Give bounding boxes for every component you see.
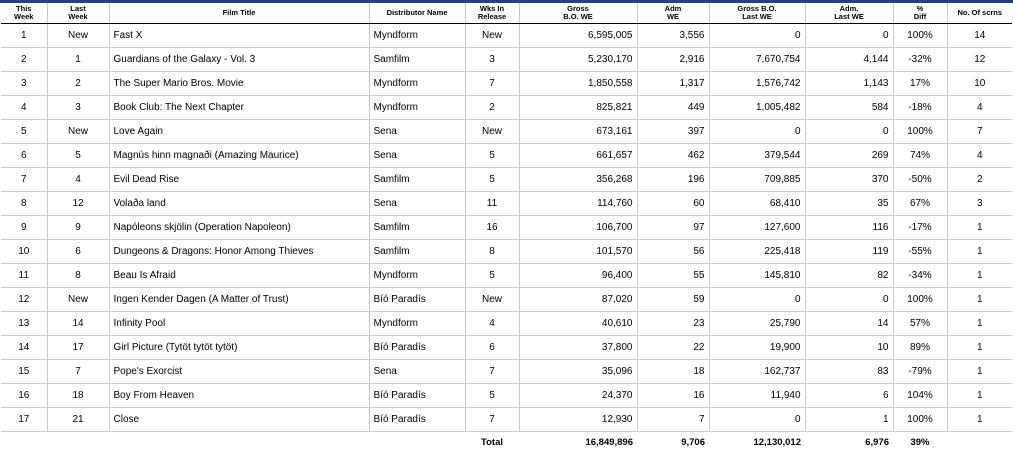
cell-film-title: Close (109, 408, 369, 432)
cell-last-week: 3 (47, 96, 109, 120)
cell-gross-bo-we: 661,657 (519, 144, 637, 168)
cell-distributor: Bíó Paradís (369, 384, 465, 408)
cell-adm-we: 22 (637, 336, 709, 360)
cell-gross-bo-last-we: 19,900 (709, 336, 805, 360)
cell-gross-bo-we: 40,610 (519, 312, 637, 336)
cell-wks-in-release: 16 (465, 216, 519, 240)
cell-last-week: 6 (47, 240, 109, 264)
table-body (1, 24, 1012, 432)
table-row (1, 360, 1012, 384)
cell-wks-in-release: 7 (465, 408, 519, 432)
cell-gross-bo-we: 825,821 (519, 96, 637, 120)
cell-gross-bo-last-we: 68,410 (709, 192, 805, 216)
header-film-title: Film Title (109, 3, 369, 24)
cell-this-week: 6 (1, 144, 47, 168)
cell-pct-diff: -50% (893, 168, 947, 192)
table-row (1, 312, 1012, 336)
cell-film-title: Pope's Exorcist (109, 360, 369, 384)
total-gross: 16,849,896 (519, 432, 637, 452)
cell-gross-bo-last-we: 25,790 (709, 312, 805, 336)
cell-distributor: Myndform (369, 264, 465, 288)
cell-film-title: The Super Mario Bros. Movie (109, 72, 369, 96)
cell-gross-bo-we: 6,595,005 (519, 24, 637, 48)
cell-distributor: Myndform (369, 96, 465, 120)
cell-gross-bo-we: 356,268 (519, 168, 637, 192)
cell-distributor: Bíó Paradís (369, 288, 465, 312)
cell-gross-bo-last-we: 0 (709, 120, 805, 144)
header-row (1, 3, 1012, 24)
cell-distributor: Sena (369, 120, 465, 144)
cell-gross-bo-last-we: 0 (709, 408, 805, 432)
cell-no-of-screens: 14 (947, 24, 1012, 48)
table-row (1, 336, 1012, 360)
cell-adm-last-we: 370 (805, 168, 893, 192)
cell-wks-in-release: New (465, 288, 519, 312)
cell-gross-bo-last-we: 225,418 (709, 240, 805, 264)
table-row (1, 48, 1012, 72)
cell-pct-diff: -32% (893, 48, 947, 72)
cell-gross-bo-last-we: 379,544 (709, 144, 805, 168)
header-adm-we: Adm WE (637, 3, 709, 24)
cell-adm-we: 16 (637, 384, 709, 408)
cell-distributor: Samfilm (369, 48, 465, 72)
cell-distributor: Samfilm (369, 168, 465, 192)
cell-this-week: 15 (1, 360, 47, 384)
cell-this-week: 7 (1, 168, 47, 192)
cell-film-title: Magnús hinn magnaði (Amazing Maurice) (109, 144, 369, 168)
cell-no-of-screens: 1 (947, 384, 1012, 408)
table-row (1, 264, 1012, 288)
cell-last-week: 1 (47, 48, 109, 72)
table-row (1, 240, 1012, 264)
cell-last-week: 12 (47, 192, 109, 216)
header-pct-diff: % Diff (893, 3, 947, 24)
cell-adm-we: 196 (637, 168, 709, 192)
cell-distributor: Myndform (369, 72, 465, 96)
cell-film-title: Ingen Kender Dagen (A Matter of Trust) (109, 288, 369, 312)
cell-last-week: 18 (47, 384, 109, 408)
total-row (1, 432, 1012, 452)
cell-this-week: 1 (1, 24, 47, 48)
box-office-table (1, 3, 1012, 452)
cell-adm-we: 2,916 (637, 48, 709, 72)
cell-gross-bo-we: 37,800 (519, 336, 637, 360)
cell-distributor: Bíó Paradís (369, 408, 465, 432)
cell-this-week: 14 (1, 336, 47, 360)
header-no-of-screens: No. Of scrns (947, 3, 1012, 24)
cell-gross-bo-we: 96,400 (519, 264, 637, 288)
table-row (1, 384, 1012, 408)
cell-last-week: 2 (47, 72, 109, 96)
table-row (1, 72, 1012, 96)
cell-wks-in-release: 6 (465, 336, 519, 360)
header-wks-in-release: Wks In Release (465, 3, 519, 24)
cell-adm-we: 60 (637, 192, 709, 216)
cell-pct-diff: -17% (893, 216, 947, 240)
header-gross-bo-we: Gross B.O. WE (519, 3, 637, 24)
cell-this-week: 9 (1, 216, 47, 240)
cell-film-title: Napóleons skjölin (Operation Napoleon) (109, 216, 369, 240)
cell-gross-bo-last-we: 127,600 (709, 216, 805, 240)
total-adm: 9,706 (637, 432, 709, 452)
cell-wks-in-release: New (465, 120, 519, 144)
cell-adm-we: 59 (637, 288, 709, 312)
table-row (1, 288, 1012, 312)
header-distributor: Distributor Name (369, 3, 465, 24)
cell-pct-diff: 100% (893, 24, 947, 48)
cell-last-week: 9 (47, 216, 109, 240)
cell-this-week: 17 (1, 408, 47, 432)
cell-no-of-screens: 1 (947, 336, 1012, 360)
cell-no-of-screens: 1 (947, 312, 1012, 336)
cell-wks-in-release: 2 (465, 96, 519, 120)
cell-wks-in-release: 4 (465, 312, 519, 336)
cell-this-week: 8 (1, 192, 47, 216)
cell-gross-bo-we: 101,570 (519, 240, 637, 264)
cell-film-title: Dungeons & Dragons: Honor Among Thieves (109, 240, 369, 264)
cell-distributor: Samfilm (369, 240, 465, 264)
cell-no-of-screens: 1 (947, 288, 1012, 312)
cell-wks-in-release: 11 (465, 192, 519, 216)
cell-wks-in-release: 8 (465, 240, 519, 264)
cell-pct-diff: 100% (893, 120, 947, 144)
table-row (1, 96, 1012, 120)
cell-film-title: Evil Dead Rise (109, 168, 369, 192)
cell-distributor: Sena (369, 360, 465, 384)
cell-last-week: 21 (47, 408, 109, 432)
cell-adm-last-we: 10 (805, 336, 893, 360)
cell-adm-last-we: 14 (805, 312, 893, 336)
cell-adm-last-we: 83 (805, 360, 893, 384)
cell-pct-diff: 17% (893, 72, 947, 96)
cell-adm-we: 55 (637, 264, 709, 288)
cell-gross-bo-we: 5,230,170 (519, 48, 637, 72)
cell-wks-in-release: 5 (465, 168, 519, 192)
table-row (1, 408, 1012, 432)
cell-gross-bo-we: 673,161 (519, 120, 637, 144)
cell-no-of-screens: 1 (947, 408, 1012, 432)
cell-adm-we: 18 (637, 360, 709, 384)
cell-distributor: Bíó Paradís (369, 336, 465, 360)
cell-film-title: Infinity Pool (109, 312, 369, 336)
cell-adm-last-we: 6 (805, 384, 893, 408)
total-gross-last: 12,130,012 (709, 432, 805, 452)
cell-no-of-screens: 7 (947, 120, 1012, 144)
cell-film-title: Beau Is Afraid (109, 264, 369, 288)
cell-film-title: Guardians of the Galaxy - Vol. 3 (109, 48, 369, 72)
table-row (1, 192, 1012, 216)
cell-pct-diff: -34% (893, 264, 947, 288)
cell-this-week: 13 (1, 312, 47, 336)
cell-last-week: New (47, 24, 109, 48)
cell-adm-last-we: 116 (805, 216, 893, 240)
cell-gross-bo-we: 87,020 (519, 288, 637, 312)
cell-gross-bo-we: 35,096 (519, 360, 637, 384)
cell-pct-diff: -79% (893, 360, 947, 384)
header-adm-last-we: Adm. Last WE (805, 3, 893, 24)
cell-adm-last-we: 0 (805, 24, 893, 48)
cell-this-week: 11 (1, 264, 47, 288)
cell-no-of-screens: 4 (947, 96, 1012, 120)
cell-this-week: 2 (1, 48, 47, 72)
cell-gross-bo-last-we: 7,670,754 (709, 48, 805, 72)
cell-adm-we: 3,556 (637, 24, 709, 48)
cell-pct-diff: 57% (893, 312, 947, 336)
table-row (1, 168, 1012, 192)
cell-adm-we: 1,317 (637, 72, 709, 96)
table-row (1, 216, 1012, 240)
cell-this-week: 5 (1, 120, 47, 144)
cell-film-title: Boy From Heaven (109, 384, 369, 408)
cell-adm-last-we: 584 (805, 96, 893, 120)
cell-adm-last-we: 119 (805, 240, 893, 264)
cell-last-week: 8 (47, 264, 109, 288)
cell-gross-bo-last-we: 0 (709, 24, 805, 48)
cell-adm-last-we: 82 (805, 264, 893, 288)
cell-this-week: 10 (1, 240, 47, 264)
cell-wks-in-release: 5 (465, 264, 519, 288)
cell-pct-diff: 74% (893, 144, 947, 168)
cell-wks-in-release: 7 (465, 360, 519, 384)
cell-distributor: Myndform (369, 312, 465, 336)
cell-no-of-screens: 1 (947, 240, 1012, 264)
header-last-week: Last Week (47, 3, 109, 24)
cell-gross-bo-we: 1,850,558 (519, 72, 637, 96)
cell-adm-we: 7 (637, 408, 709, 432)
cell-adm-last-we: 35 (805, 192, 893, 216)
cell-pct-diff: 100% (893, 408, 947, 432)
cell-wks-in-release: 5 (465, 144, 519, 168)
cell-gross-bo-we: 114,760 (519, 192, 637, 216)
cell-no-of-screens: 2 (947, 168, 1012, 192)
cell-this-week: 3 (1, 72, 47, 96)
cell-pct-diff: 104% (893, 384, 947, 408)
header-gross-bo-last-we: Gross B.O. Last WE (709, 3, 805, 24)
cell-pct-diff: 89% (893, 336, 947, 360)
cell-wks-in-release: 3 (465, 48, 519, 72)
cell-adm-last-we: 0 (805, 288, 893, 312)
cell-last-week: 7 (47, 360, 109, 384)
cell-last-week: New (47, 120, 109, 144)
cell-gross-bo-last-we: 709,885 (709, 168, 805, 192)
cell-no-of-screens: 1 (947, 264, 1012, 288)
cell-no-of-screens: 1 (947, 216, 1012, 240)
cell-gross-bo-last-we: 1,576,742 (709, 72, 805, 96)
cell-gross-bo-last-we: 1,005,482 (709, 96, 805, 120)
cell-this-week: 4 (1, 96, 47, 120)
cell-pct-diff: -18% (893, 96, 947, 120)
cell-adm-last-we: 1,143 (805, 72, 893, 96)
cell-this-week: 12 (1, 288, 47, 312)
cell-distributor: Sena (369, 144, 465, 168)
cell-film-title: Fast X (109, 24, 369, 48)
table-row (1, 24, 1012, 48)
cell-no-of-screens: 1 (947, 360, 1012, 384)
cell-no-of-screens: 10 (947, 72, 1012, 96)
cell-adm-last-we: 269 (805, 144, 893, 168)
cell-gross-bo-last-we: 11,940 (709, 384, 805, 408)
cell-last-week: 5 (47, 144, 109, 168)
cell-adm-we: 449 (637, 96, 709, 120)
cell-adm-we: 97 (637, 216, 709, 240)
cell-adm-we: 462 (637, 144, 709, 168)
total-diff: 39% (893, 432, 947, 452)
total-adm-last: 6,976 (805, 432, 893, 452)
cell-adm-we: 23 (637, 312, 709, 336)
cell-wks-in-release: 7 (465, 72, 519, 96)
cell-gross-bo-last-we: 162,737 (709, 360, 805, 384)
cell-pct-diff: 67% (893, 192, 947, 216)
cell-adm-last-we: 0 (805, 120, 893, 144)
cell-last-week: New (47, 288, 109, 312)
cell-pct-diff: 100% (893, 288, 947, 312)
cell-film-title: Book Club: The Next Chapter (109, 96, 369, 120)
cell-pct-diff: -55% (893, 240, 947, 264)
cell-adm-we: 397 (637, 120, 709, 144)
cell-no-of-screens: 12 (947, 48, 1012, 72)
cell-distributor: Myndform (369, 24, 465, 48)
cell-last-week: 14 (47, 312, 109, 336)
cell-no-of-screens: 4 (947, 144, 1012, 168)
cell-gross-bo-last-we: 145,810 (709, 264, 805, 288)
cell-adm-last-we: 4,144 (805, 48, 893, 72)
cell-adm-last-we: 1 (805, 408, 893, 432)
cell-last-week: 17 (47, 336, 109, 360)
table-row (1, 120, 1012, 144)
header-this-week: This Week (1, 3, 47, 24)
total-label: Total (465, 432, 519, 452)
cell-last-week: 4 (47, 168, 109, 192)
cell-gross-bo-we: 12,930 (519, 408, 637, 432)
cell-gross-bo-we: 24,370 (519, 384, 637, 408)
table-row (1, 144, 1012, 168)
cell-adm-we: 56 (637, 240, 709, 264)
cell-gross-bo-last-we: 0 (709, 288, 805, 312)
cell-film-title: Girl Picture (Tytöt tytöt tytöt) (109, 336, 369, 360)
cell-this-week: 16 (1, 384, 47, 408)
cell-wks-in-release: New (465, 24, 519, 48)
cell-film-title: Love Again (109, 120, 369, 144)
cell-film-title: Volaða land (109, 192, 369, 216)
cell-no-of-screens: 3 (947, 192, 1012, 216)
cell-distributor: Sena (369, 192, 465, 216)
cell-gross-bo-we: 106,700 (519, 216, 637, 240)
cell-wks-in-release: 5 (465, 384, 519, 408)
cell-distributor: Samfilm (369, 216, 465, 240)
